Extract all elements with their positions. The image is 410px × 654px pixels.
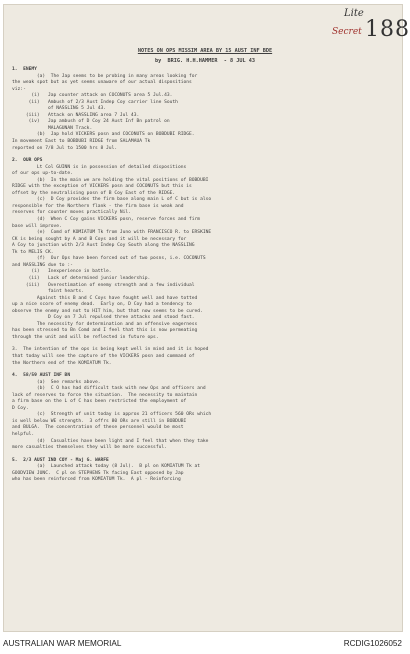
text-line: faint hearts.: [12, 289, 84, 295]
text-line: A Coy to junction with 2/3 Aust Indep Coy South along the NASSLING: [12, 243, 195, 249]
text-line: (a) The Jap seems to be probing in many areas looking for: [12, 73, 198, 79]
text-line: (a) Launched attack today (8 Jul). B pl on KOMIATUM Tk at: [12, 464, 201, 470]
section-heading: 2. OUR OPS: [12, 158, 43, 164]
text-line: the Northern end of the KOMIATUM Tk.: [12, 360, 112, 366]
text-line: (i) Jap counter attack on COCONUTS area 5 Jul.43.: [12, 93, 173, 99]
handwritten-page-number: 188: [365, 17, 410, 42]
document-body: [12, 47, 398, 484]
text-line: (d) When C Coy gains VICKERS posn, reserve forces and firm: [12, 217, 201, 223]
text-line: The necessity for determination and an offensive eagerness: [12, 321, 198, 327]
text-line: (d) Casualties have been light and I feel that when they take: [12, 438, 209, 444]
section-heading: 5. 2/3 AUST IND COY - Maj G. WARFE: [12, 457, 109, 463]
text-line: and NASSLING due to :-: [12, 262, 73, 268]
document-page: [3, 4, 410, 632]
text-line: up a nice score of enemy dead. Early on, D Coy had a tendency to: [12, 302, 192, 308]
text-line: helpful.: [12, 431, 35, 437]
text-line: (i) Inexperience in battle.: [12, 269, 112, 275]
text-line: of NASSLING 5 Jul 43.: [12, 106, 107, 112]
text-line: more casualties themselves they will be more successful.: [12, 445, 167, 451]
text-line: (c) D Coy provides the firm base along main L of C but is also: [12, 197, 212, 203]
archive-reference: RCDIG1026052: [343, 639, 402, 648]
text-line: Against this B and C Coys have fought well and have totted: [12, 295, 198, 301]
text-line: RIDGE with the exception of VICKERS posn and COCONUTS but this is: [12, 184, 192, 190]
text-line: D Coy on 7 Jul repulsed three attacks and stood fast.: [12, 315, 195, 321]
document-title: NOTES ON OPS MISSIM AREA BY 15 AUST INF BDE: [137, 48, 273, 54]
text-line: (iii) Attack on NASSLING area 7 Jul 43.: [12, 112, 140, 118]
text-line: Tk to MELIS CK.: [12, 249, 54, 255]
section-heading: 4. 58/59 AUST INF BN: [12, 373, 71, 379]
text-line: 3. The intention of the ops is being kept well in mind and it is hoped: [12, 347, 209, 353]
text-line: (iii) Overestimation of enemy strength and a few individual: [12, 282, 195, 288]
text-line: D Coy.: [12, 405, 29, 411]
text-line: observe the enemy and not to HIT him, but that now seems to be cured.: [12, 308, 203, 314]
text-line: GOODVIEW JUNC. C pl on STEPHENS Tk facing East opposed by Jap: [12, 470, 184, 476]
text-line: (iv) Jap ambush of D Coy 24 Aust Inf Bn patrol on: [12, 119, 170, 125]
text-line: (b) In the main we are holding the vital positions of BOBDUBI: [12, 177, 209, 183]
text-line: responsible for the Northern flank - the firm base is weak and: [12, 203, 184, 209]
text-line: the weak spot but as yet seems unaware of our actual dispositions: [12, 80, 192, 86]
text-line: CK is being sought by A and B Coys and it will be necessary for: [12, 236, 187, 242]
text-line: (e) Comd of KOMIATUM Tk from Juno with FRANCISCO R. to ERSKINE: [12, 230, 212, 236]
text-line: (b) C O has had difficult task with new Ops and officers and: [12, 386, 206, 392]
text-line: Lt Col GUINN is in possession of detailed dispositions: [12, 164, 187, 170]
text-line: (f) Our Ops have been forced out of two posns, i.e. COCONUTS: [12, 256, 206, 262]
document-author: by BRIG. H.H.HAMMER - 8 JUL 43: [155, 58, 255, 64]
text-line: (ii) Ambush of 2/3 Aust Indep Coy carrier line South: [12, 99, 178, 105]
text-line: and BULGA. The concentration of these personnel would be most: [12, 425, 184, 431]
text-line: who has been reinforced from KOMIATUM Tk. A pl - Reinforcing: [12, 477, 181, 483]
text-line: is well below WE strength. 3 offrs 80 ORs are still in BOBDUBI: [12, 418, 187, 424]
text-line: reported on 7/8 Jul to 1500 hrs 8 Jul.: [12, 145, 118, 151]
text-line: offset by the neutralising posn of B Coy East of the RIDGE.: [12, 190, 176, 196]
text-line: that today will see the capture of the VICKERS posn and command of: [12, 353, 195, 359]
archive-name: AUSTRALIAN WAR MEMORIAL: [3, 639, 122, 648]
text-line: MALAGUNAN Track.: [12, 125, 93, 131]
text-line: viz:-: [12, 86, 26, 92]
text-line: In movement East to BOBDUBI RIDGE from SALAMAUA Tk: [12, 139, 151, 145]
text-line: (ii) Lack of determined junior leadership.: [12, 275, 151, 281]
document-lines: [12, 67, 398, 484]
text-line: through the unit and will be reflected in future ops.: [12, 334, 159, 340]
text-line: lack of reserves to force the situation. The necessity to maintain: [12, 392, 198, 398]
text-line: reserves for counter moves practically Nil.: [12, 210, 131, 216]
text-line: a firm base on the L of C has been restricted the employment of: [12, 399, 187, 405]
archive-footer: [0, 636, 405, 654]
classification-note: Secret: [332, 27, 362, 37]
section-heading: 1. ENEMY: [12, 67, 37, 72]
text-line: (a) See remarks above.: [12, 379, 101, 385]
text-line: base will improve.: [12, 223, 62, 229]
text-line: (b) Jap hold VICKERS posn and COCONUTS on BOBDUBI RIDGE.: [12, 132, 195, 138]
handwritten-file-note: Lite: [344, 8, 364, 19]
text-line: of our ops up-to-date.: [12, 171, 73, 177]
text-line: has been stressed to Bn Comd and I feel that this is now permeating: [12, 328, 198, 334]
text-line: (c) Strength of unit today is approx 21 officers 560 ORs which: [12, 412, 212, 418]
